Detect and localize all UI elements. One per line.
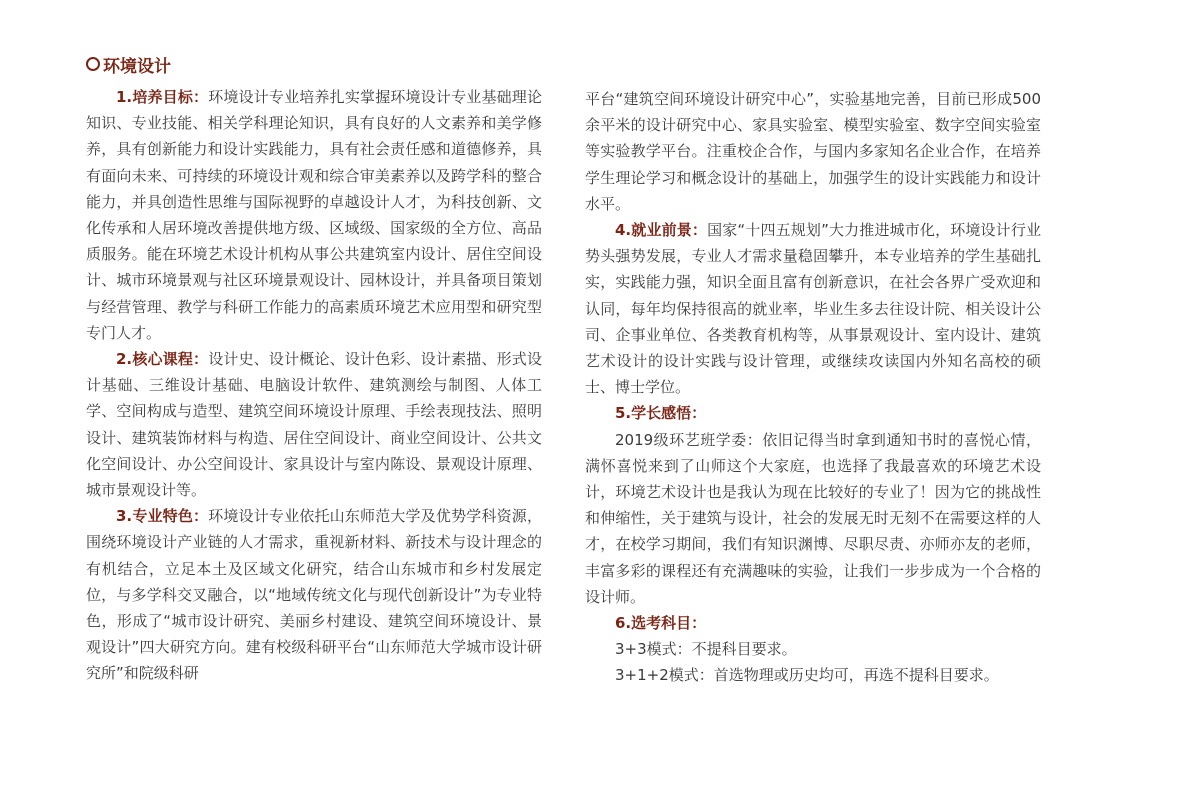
paragraph-program-features (86, 503, 542, 686)
elective-line-3-3: 3+3模式：不提科目要求。 (615, 640, 797, 659)
section-title (86, 52, 171, 76)
paragraph-core-courses (86, 346, 542, 503)
text-training-goals: 环境设计专业培养扎实掌握环境设计专业基础理论知识、专业技能、相关学科理论知识，具有良好的人文素养和美学修养，具有创新能力和设计实践能力，具有社会责任感和道德修养，具有面向未来、可持续的环境设计观和综合审美素养以及跨学科的整合能力，并具创造性思维与国际视野的卓越设计人才，为科技创新、文化传承和人居环境改善提供地方级、区域级、国家级的全方位、高品质服务。能在环境艺术设计机构从事公共建筑室内设计、居住空间设计、城市环境景观与社区环境景观设计、园林设计，并具备项目策划与经营管理、教学与科研工作能力的高素质环境艺术应用型和研究型专门人才。 (86, 88, 542, 342)
text-program-features: 环境设计专业依托山东师范大学及优势学科资源，围绕环境设计产业链的人才需求，重视新材料、新技术与设计理念的有机结合，立足本土及区域文化研究，结合山东城市和乡村发展定位，与多学科交叉融合，以“地域传统文化与现代创新设计”为专业特色，形成了“城市设计研究、美丽乡村建设、建筑空间环境设计、景观设计”四大研究方向。建有校级科研平台“山东师范大学城市设计研究所”和院级科研 (86, 507, 542, 683)
circle-bullet-icon (86, 57, 100, 71)
left-column (86, 84, 542, 687)
paragraph-training-goals (86, 84, 542, 346)
section-title-text: 环境设计 (103, 56, 171, 77)
paragraph-career-prospects (585, 217, 1041, 400)
text-career-prospects: 国家“十四五规划”大力推进城市化，环境设计行业势头强势发展，专业人才需求量稳固攀升，本专业培养的学生基础扎实，实践能力强，知识全面且富有创新意识，在社会各界广受欢迎和认同，每年均保持很高的就业率，毕业生多去往设计院、相关设计公司、企事业单位、各类教育机构等，从事景观设计、室内设计、建筑艺术设计的设计实践与设计管理，或继续攻读国内外知名高校的硕士、博士学位。 (585, 221, 1041, 397)
right-column (585, 86, 1041, 689)
heading-career-prospects: 4.就业前景： (615, 221, 708, 240)
heading-core-courses: 2.核心课程： (116, 350, 209, 369)
heading-training-goals: 1.培养目标： (116, 88, 209, 106)
paragraph-program-features-continued: 平台“建筑空间环境设计研究中心”，实验基地完善，目前已形成500余平米的设计研究中心、家具实验室、模型实验室、数字空间实验室等实验教学平台。注重校企合作，与国内多家知名企业合作，在培养学生理论学习和概念设计的基础上，加强学生的设计实践能力和设计水平。 (585, 90, 1041, 213)
heading-elective-subjects: 6.选考科目： (615, 614, 707, 633)
text-core-courses: 设计史、设计概论、设计色彩、设计素描、形式设计基础、三维设计基础、电脑设计软件、建筑测绘与制图、人体工学、空间构成与造型、建筑空间环境设计原理、手绘表现技法、照明设计、建筑装饰材料与构造、居住空间设计、商业空间设计、公共文化空间设计、办公空间设计、家具设计与室内陈设、景观设计原理、城市景观设计等。 (86, 350, 542, 500)
heading-senior-reflections: 5.学长感悟： (615, 404, 707, 423)
heading-program-features: 3.专业特色： (116, 507, 209, 526)
paragraph-senior-reflections: 2019级环艺班学委：依旧记得当时拿到通知书时的喜悦心情，满怀喜悦来到了山师这个大家庭，也选择了我最喜欢的环境艺术设计，环境艺术设计也是我认为现在比较好的专业了！因为它的挑战性和伸缩性，关于建筑与设计，社会的发展无时无刻不在需要这样的人才，在校学习期间，我们有知识渊博、尽职尽责、亦师亦友的老师，丰富多彩的课程还有充满趣味的实验，让我们一步步成为一个合格的设计师。 (585, 430, 1041, 606)
elective-line-3-1-2: 3+1+2模式：首选物理或历史均可，再选不提科目要求。 (615, 666, 999, 685)
